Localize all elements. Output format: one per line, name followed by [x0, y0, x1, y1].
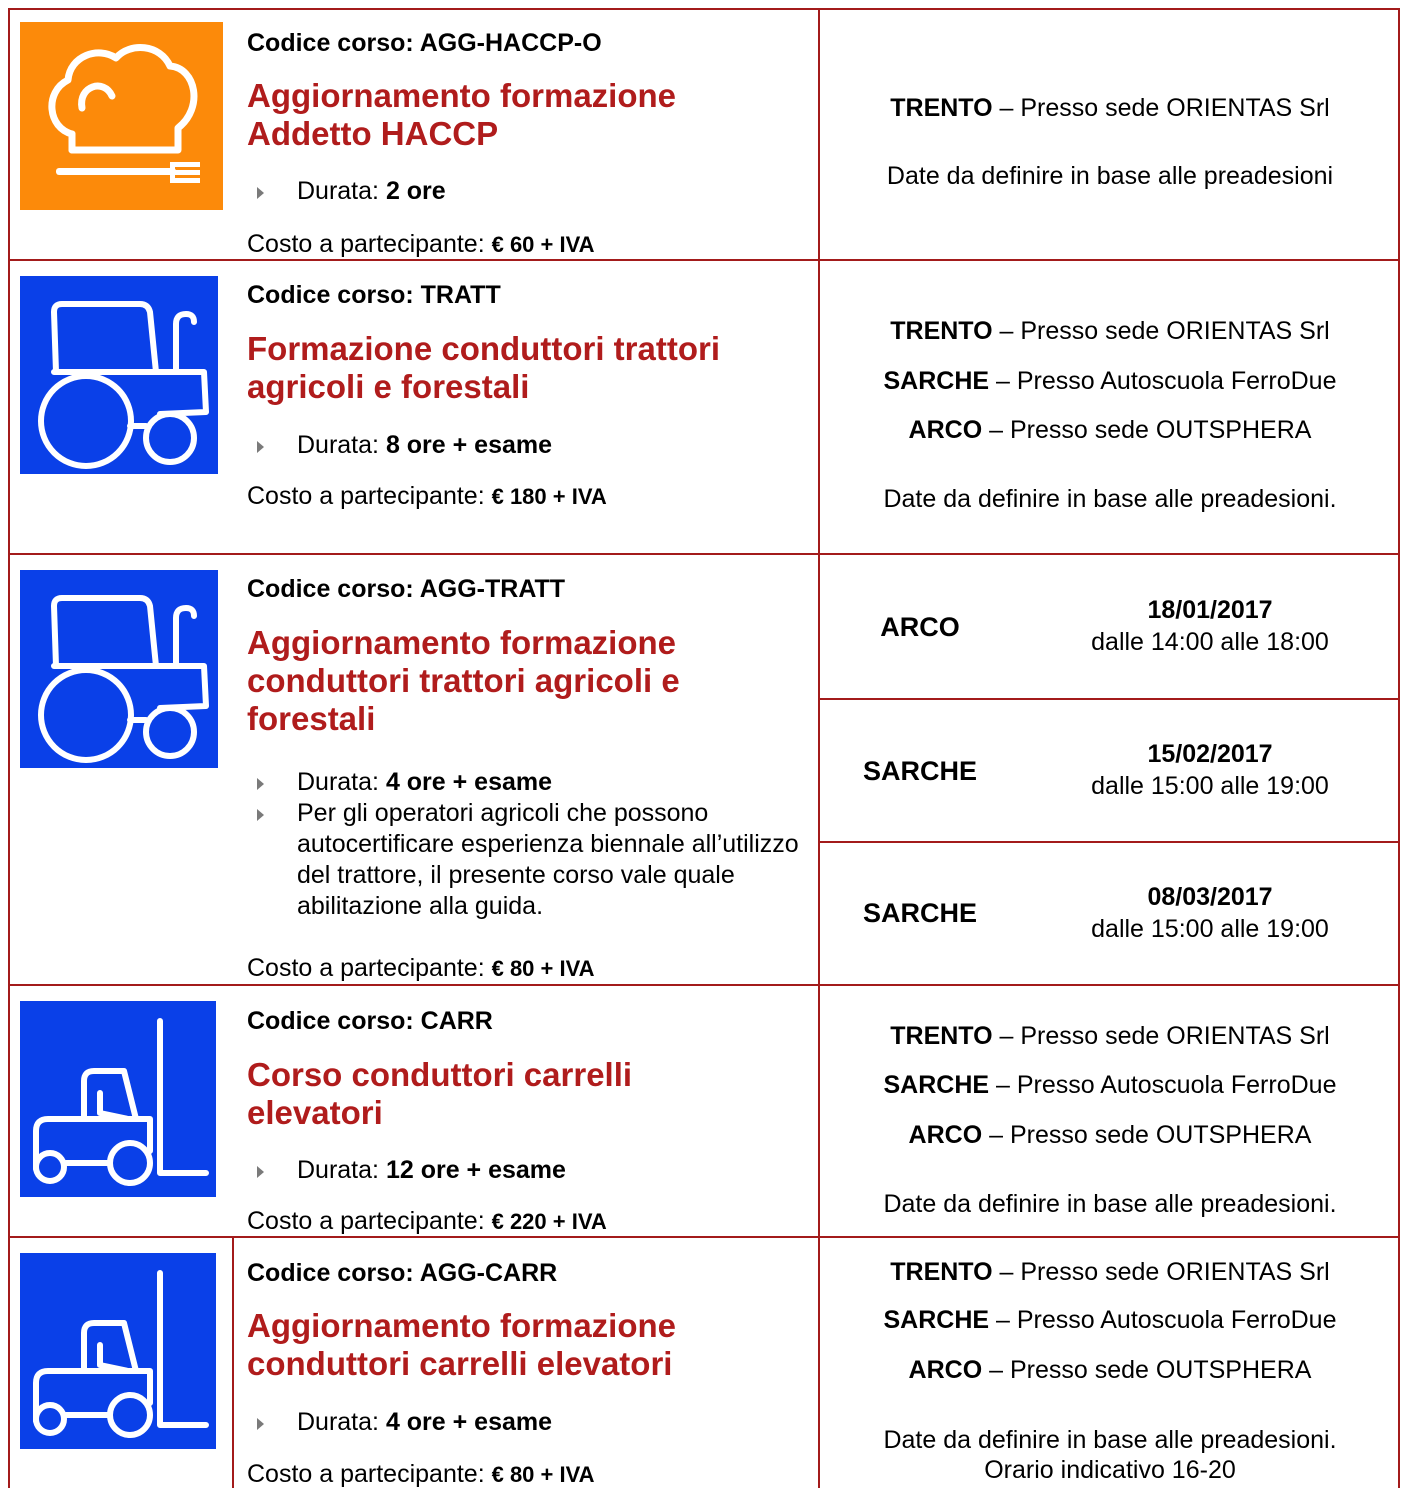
- bullet-arrow-icon: [257, 441, 264, 453]
- row-divider: [8, 259, 1400, 261]
- course-title: Corso conduttori carrelli elevatori: [247, 1056, 633, 1131]
- duration-item: Durata: 4 ore + esame: [257, 1407, 817, 1438]
- bullet-arrow-icon: [257, 1418, 264, 1430]
- session-divider: [820, 841, 1400, 843]
- cost-value: € 60 + IVA: [491, 232, 595, 257]
- course-cost: Costo a partecipante: € 80 + IVA: [247, 1460, 595, 1488]
- course-cost: Costo a partecipante: € 60 + IVA: [247, 230, 595, 258]
- cell-divider: [232, 1236, 234, 1488]
- course-details: [257, 176, 817, 207]
- tractor-icon: [20, 570, 218, 768]
- course-title: Aggiornamento formazione Addetto HACCP: [247, 77, 677, 152]
- location-arco: ARCO – Presso sede OUTSPHERA: [908, 1356, 1312, 1384]
- course-details: [257, 430, 817, 461]
- course-cost: Costo a partecipante: € 180 + IVA: [247, 482, 607, 510]
- location-sarche: SARCHE – Presso Autoscuola FerroDue: [883, 1071, 1337, 1099]
- session-datetime: 18/01/2017 dalle 14:00 alle 18:00: [1091, 596, 1329, 656]
- location-arco: ARCO – Presso sede OUTSPHERA: [908, 416, 1312, 444]
- course-code: Codice corso: CARR: [247, 1007, 493, 1035]
- course-title: Aggiornamento formazione conduttori carrelli elevatori: [247, 1307, 677, 1382]
- row-divider: [8, 553, 1400, 555]
- time-note: Orario indicativo 16-20: [984, 1456, 1236, 1484]
- bullet-arrow-icon: [257, 778, 264, 790]
- duration-item: Durata: 2 ore: [257, 176, 817, 207]
- course-code: Codice corso: AGG-TRATT: [247, 575, 566, 603]
- dates-note: Date da definire in base alle preadesioni: [886, 162, 1334, 190]
- duration-item: Durata: 4 ore + esame: [257, 767, 807, 798]
- course-cost: Costo a partecipante: € 220 + IVA: [247, 1207, 607, 1235]
- session-datetime: 15/02/2017 dalle 15:00 alle 19:00: [1091, 740, 1329, 800]
- cost-value: € 180 + IVA: [491, 484, 607, 509]
- row-divider: [8, 1236, 1400, 1238]
- dates-note: Date da definire in base alle preadesioni.: [883, 485, 1337, 513]
- cost-value: € 80 + IVA: [491, 1462, 595, 1487]
- duration-item: Durata: 12 ore + esame: [257, 1155, 817, 1186]
- bullet-arrow-icon: [257, 1166, 264, 1178]
- location-trento: TRENTO – Presso sede ORIENTAS Srl: [890, 1022, 1330, 1050]
- course-code: Codice corso: AGG-HACCP-O: [247, 29, 602, 57]
- location-sarche: SARCHE – Presso Autoscuola FerroDue: [883, 1306, 1337, 1334]
- session-city: SARCHE: [862, 898, 977, 928]
- cost-value: € 220 + IVA: [491, 1209, 607, 1234]
- session-datetime: 08/03/2017 dalle 15:00 alle 19:00: [1091, 883, 1329, 943]
- course-title: Aggiornamento formazione conduttori trattori agricoli e forestali: [247, 624, 680, 737]
- session-divider: [820, 698, 1400, 700]
- bullet-arrow-icon: [257, 187, 264, 199]
- dates-note: Date da definire in base alle preadesioni.: [883, 1426, 1337, 1454]
- tractor-icon: [20, 276, 218, 474]
- course-details: [257, 1407, 817, 1438]
- course-cost: Costo a partecipante: € 80 + IVA: [247, 954, 595, 982]
- forklift-icon: [20, 1253, 216, 1449]
- session-city: ARCO: [880, 612, 960, 642]
- bullet-arrow-icon: [257, 809, 264, 821]
- course-code: Codice corso: TRATT: [247, 281, 501, 309]
- forklift-icon: [20, 1001, 216, 1197]
- course-details: [257, 767, 807, 922]
- table-border-top: [8, 8, 1400, 10]
- location-sarche: SARCHE – Presso Autoscuola FerroDue: [883, 367, 1337, 395]
- cost-value: € 80 + IVA: [491, 956, 595, 981]
- note-item: Per gli operatori agricoli che possono autocertificare esperienza biennale all’utilizzo del trattore, il presente corso vale quale abilitazione alla guida.: [257, 798, 807, 922]
- row-divider: [8, 984, 1400, 986]
- course-details: [257, 1155, 817, 1186]
- duration-item: Durata: 8 ore + esame: [257, 430, 817, 461]
- table-border-left: [8, 8, 10, 1488]
- location-trento: TRENTO – Presso sede ORIENTAS Srl: [890, 317, 1330, 345]
- course-title: Formazione conduttori trattori agricoli e forestali: [247, 330, 720, 405]
- session-city: SARCHE: [862, 756, 977, 786]
- dates-note: Date da definire in base alle preadesioni.: [883, 1190, 1337, 1218]
- location-trento: TRENTO – Presso sede ORIENTAS Srl: [890, 94, 1330, 122]
- course-code: Codice corso: AGG-CARR: [247, 1259, 558, 1287]
- location-trento: TRENTO – Presso sede ORIENTAS Srl: [890, 1258, 1330, 1286]
- chef-hat-fork-icon: [20, 22, 223, 210]
- location-arco: ARCO – Presso sede OUTSPHERA: [908, 1121, 1312, 1149]
